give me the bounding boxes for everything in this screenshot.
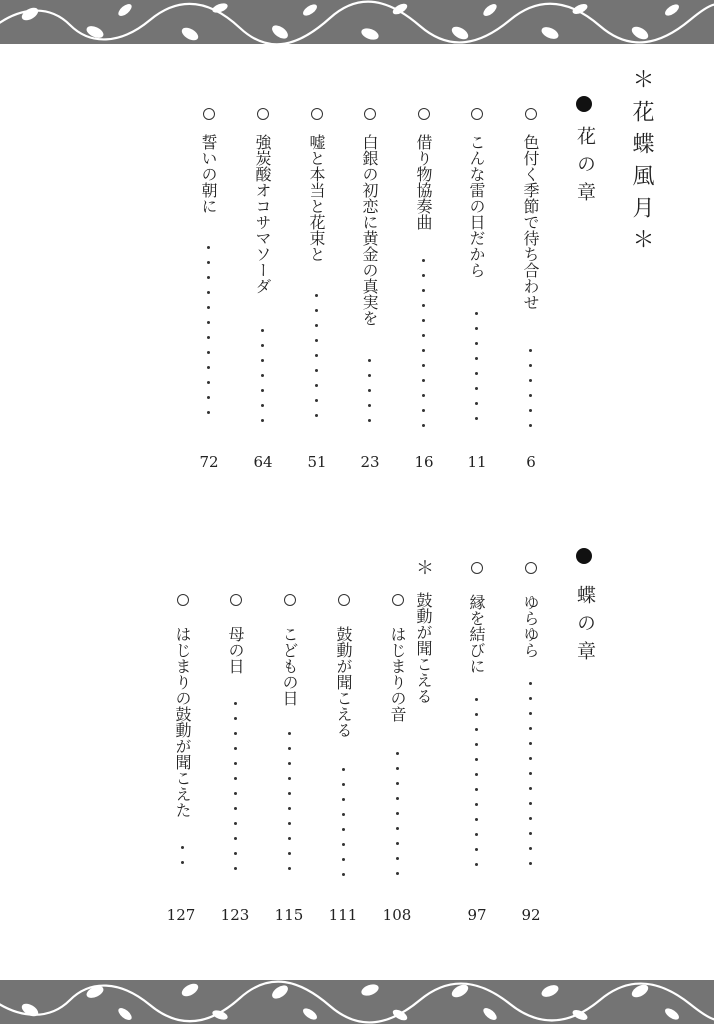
entry-page: 127 [166,906,196,924]
leader-dot [529,682,532,685]
leader-dots [181,842,185,886]
section-asterisk: ＊ [416,558,434,579]
leader-dot [315,294,318,297]
entry-circle-icon [230,594,242,606]
leader-dots [529,345,533,435]
leader-dots [475,308,479,435]
leader-dot [396,827,399,830]
leader-dot [234,837,237,840]
leader-dot [315,354,318,357]
leader-dot [529,379,532,382]
leader-dot [529,862,532,865]
leader-dot [475,402,478,405]
leader-dot [234,732,237,735]
leader-dots [422,255,426,435]
leader-dot [422,394,425,397]
leader-dot [342,783,345,786]
entry-page: 16 [414,453,434,471]
entry-title: 強炭酸オコサマソーダ [253,134,272,294]
entry-circle-icon [471,562,483,574]
entry-title: 母の日 [226,626,245,674]
leader-dot [475,788,478,791]
leader-dot [181,846,184,849]
leader-dots [315,290,319,435]
entry-circle-icon [471,108,483,120]
leader-dot [288,747,291,750]
leader-dot [475,372,478,375]
entry-circle-icon [338,594,350,606]
leader-dot [422,274,425,277]
leader-dot [422,259,425,262]
entry-page: 23 [360,453,380,471]
entry-page: 72 [199,453,219,471]
entry-title: 嘘と本当と花束と [307,134,326,262]
leader-dot [368,359,371,362]
leader-dots [288,728,292,886]
entry-page: 108 [382,906,412,924]
leader-dot [368,374,371,377]
leader-dot [368,404,371,407]
leader-dot [207,381,210,384]
leader-dot [396,842,399,845]
leader-dot [475,743,478,746]
leader-dot [288,792,291,795]
top-vine-border [0,0,714,44]
leader-dot [261,329,264,332]
leader-dot [207,366,210,369]
leader-dot [207,336,210,339]
leader-dot [475,342,478,345]
entry-circle-icon [364,108,376,120]
leader-dot [529,394,532,397]
leader-dot [396,752,399,755]
leader-dot [475,833,478,836]
leader-dot [288,762,291,765]
leader-dot [234,867,237,870]
leader-dot [475,698,478,701]
leader-dot [207,411,210,414]
leader-dot [529,697,532,700]
leader-dot [207,246,210,249]
leader-dot [234,807,237,810]
book-title: ＊花蝶風月＊ [629,68,654,260]
leader-dot [181,861,184,864]
leader-dot [234,747,237,750]
leader-dot [396,797,399,800]
leader-dot [475,327,478,330]
leader-dot [315,414,318,417]
leader-dot [396,872,399,875]
leader-dot [315,339,318,342]
leader-dot [475,863,478,866]
leader-dot [288,822,291,825]
entry-title: 縁を結びに [467,594,486,674]
leader-dot [422,409,425,412]
leader-dot [529,787,532,790]
entry-title: こどもの日 [280,626,299,706]
leader-dot [368,419,371,422]
chapter-title: 花の章 [574,126,596,210]
leader-dot [342,798,345,801]
leader-dot [529,349,532,352]
leader-dot [261,404,264,407]
entry-circle-icon [257,108,269,120]
leader-dot [261,374,264,377]
leader-dot [288,807,291,810]
leader-dots [396,748,400,886]
leader-dot [422,349,425,352]
entry-circle-icon [525,108,537,120]
entry-circle-icon [525,562,537,574]
leader-dot [207,351,210,354]
leader-dot [207,396,210,399]
leader-dot [529,817,532,820]
leader-dot [234,822,237,825]
leader-dot [207,276,210,279]
entry-circle-icon [311,108,323,120]
leader-dots [368,355,372,435]
leader-dot [261,389,264,392]
entry-title: 借り物協奏曲 [414,134,433,230]
leader-dots [529,678,533,886]
leader-dot [475,713,478,716]
leader-dot [475,357,478,360]
leader-dot [396,857,399,860]
leader-dot [234,702,237,705]
section-title: 鼓動が聞こえる [414,592,433,704]
leader-dot [342,828,345,831]
leader-dot [475,818,478,821]
entry-page: 111 [328,906,358,924]
leader-dot [315,309,318,312]
leader-dot [288,837,291,840]
entry-title: 白銀の初恋に黄金の真実を [360,134,379,326]
leader-dot [529,727,532,730]
leader-dot [234,777,237,780]
leader-dot [368,389,371,392]
leader-dots [207,242,211,435]
leader-dot [475,758,478,761]
vine-pattern-bottom [0,980,714,1024]
leader-dot [342,813,345,816]
entry-page: 64 [253,453,273,471]
leader-dot [529,757,532,760]
leader-dot [529,802,532,805]
leader-dot [288,732,291,735]
leader-dot [207,321,210,324]
leader-dots [475,694,479,886]
leader-dot [234,852,237,855]
leader-dot [396,767,399,770]
leader-dot [207,306,210,309]
leader-dot [261,344,264,347]
leader-dot [342,858,345,861]
leader-dot [422,364,425,367]
leader-dot [234,762,237,765]
entry-page: 6 [526,453,536,471]
leader-dot [422,424,425,427]
leader-dot [475,387,478,390]
leader-dot [422,304,425,307]
leader-dot [315,369,318,372]
entry-title: はじまりの鼓動が聞こえた [173,626,192,818]
entry-circle-icon [284,594,296,606]
leader-dot [288,777,291,780]
leader-dot [342,768,345,771]
leader-dot [529,712,532,715]
leader-dot [315,399,318,402]
leader-dot [396,782,399,785]
entry-title: 鼓動が聞こえる [334,626,353,738]
leader-dot [261,359,264,362]
entry-page: 115 [274,906,304,924]
entry-circle-icon [392,594,404,606]
entry-title: ゆらゆら [521,594,540,658]
bottom-vine-border [0,980,714,1024]
entry-circle-icon [418,108,430,120]
entry-title: 誓いの朝に [199,134,218,214]
leader-dot [342,843,345,846]
leader-dot [529,742,532,745]
leader-dot [207,291,210,294]
entry-title: 色付く季節で待ち合わせ [521,134,540,310]
entry-circle-icon [203,108,215,120]
leader-dots [342,764,346,886]
leader-dot [288,852,291,855]
leader-dot [529,847,532,850]
leader-dot [529,424,532,427]
leader-dot [529,364,532,367]
leader-dot [475,312,478,315]
entry-title: はじまりの音 [388,626,407,722]
leader-dot [475,417,478,420]
leader-dot [475,803,478,806]
entry-page: 11 [467,453,487,471]
entry-title: こんな雷の日だから [467,134,486,278]
entry-page: 51 [307,453,327,471]
chapter-bullet-icon [576,548,592,564]
leader-dot [529,772,532,775]
leader-dot [475,848,478,851]
vine-pattern-top [0,0,714,44]
leader-dot [422,379,425,382]
leader-dot [422,319,425,322]
leader-dots [234,698,238,886]
leader-dot [207,261,210,264]
entry-page: 97 [467,906,487,924]
leader-dot [422,289,425,292]
leader-dot [261,419,264,422]
leader-dot [396,812,399,815]
leader-dots [261,325,265,435]
leader-dot [315,324,318,327]
leader-dot [475,773,478,776]
leader-dot [234,792,237,795]
leader-dot [315,384,318,387]
leader-dot [288,867,291,870]
chapter-bullet-icon [576,96,592,112]
leader-dot [529,832,532,835]
entry-circle-icon [177,594,189,606]
entry-page: 123 [220,906,250,924]
entry-page: 92 [521,906,541,924]
leader-dot [234,717,237,720]
leader-dot [422,334,425,337]
leader-dot [475,728,478,731]
leader-dot [342,873,345,876]
chapter-title: 蝶の章 [574,585,596,669]
leader-dot [529,409,532,412]
